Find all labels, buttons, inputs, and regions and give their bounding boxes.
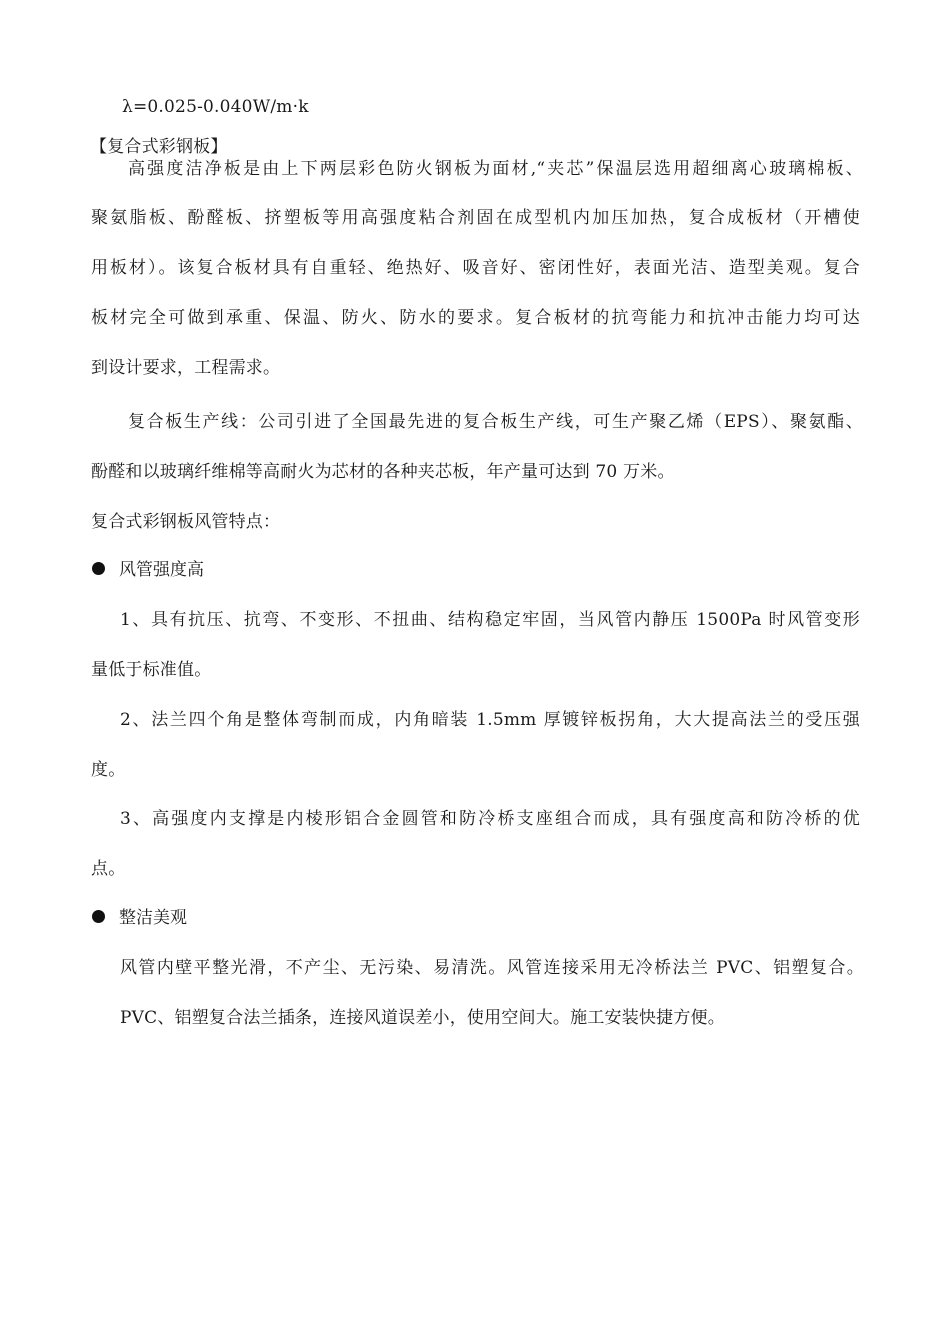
paragraph-line: 到设计要求，工程需求。: [91, 358, 281, 378]
paragraph-line: 聚氨脂板、酚醛板、挤塑板等用高强度粘合剂固在成型机内加压加热，复合成板材（开槽使: [91, 208, 860, 228]
bullet-dot-icon: [92, 910, 105, 923]
bullet-strength: [92, 558, 204, 582]
paragraph-line: PVC、铝塑复合法兰插条，连接风道误差小，使用空间大。施工安装快捷方便。: [120, 1008, 725, 1028]
paragraph-line: 高强度洁净板是由上下两层彩色防火钢板为面材,“夹芯”保温层选用超细离心玻璃棉板、: [128, 159, 863, 179]
paragraph-line: 复合板生产线：公司引进了全国最先进的复合板生产线，可生产聚乙烯（EPS）、聚氨酯、: [128, 412, 863, 432]
bullet-clean: [92, 906, 187, 930]
paragraph-line: 酚醛和以玻璃纤维棉等高耐火为芯材的各种夹芯板，年产量可达到 70 万米。: [91, 462, 675, 482]
paragraph-line: 点。: [91, 859, 126, 879]
section-heading: 【复合式彩钢板】: [90, 137, 228, 157]
bullet-label: 风管强度高: [119, 560, 204, 580]
bullet-label: 整洁美观: [119, 908, 187, 928]
paragraph-line: 1、具有抗压、抗弯、不变形、不扭曲、结构稳定牢固，当风管内静压 1500Pa 时风管变形: [120, 610, 860, 630]
paragraph-line: 量低于标准值。: [91, 660, 212, 680]
formula-line: λ=0.025-0.040W/m·k: [122, 97, 309, 117]
paragraph-line: 3、高强度内支撑是内棱形铝合金圆管和防冷桥支座组合而成，具有强度高和防冷桥的优: [120, 809, 860, 829]
paragraph-line: 用板材）。该复合板材具有自重轻、绝热好、吸音好、密闭性好，表面光洁、造型美观。复合: [91, 258, 860, 278]
paragraph-line: 板材完全可做到承重、保温、防火、防水的要求。复合板材的抗弯能力和抗冲击能力均可达: [91, 308, 860, 328]
paragraph-line: 度。: [91, 760, 126, 780]
features-heading: 复合式彩钢板风管特点：: [91, 512, 281, 532]
bullet-dot-icon: [92, 562, 105, 575]
paragraph-line: 风管内壁平整光滑，不产尘、无污染、易清洗。风管连接采用无冷桥法兰 PVC、铝塑复合。: [120, 958, 864, 978]
paragraph-line: 2、法兰四个角是整体弯制而成，内角暗装 1.5mm 厚镀锌板拐角，大大提高法兰的受压强: [120, 710, 860, 730]
